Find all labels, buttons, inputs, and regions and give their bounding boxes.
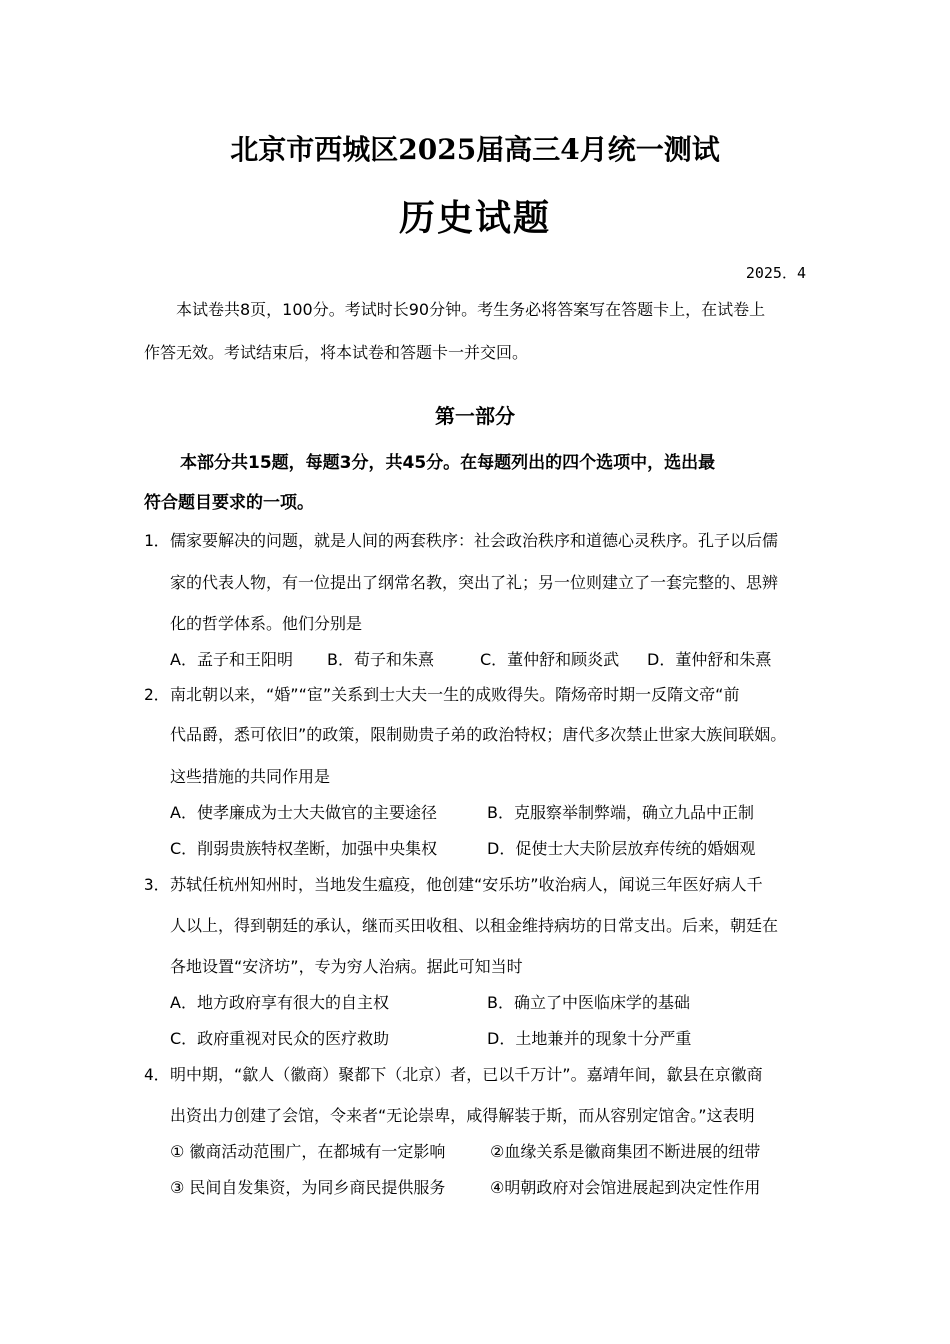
question-2-stem-line-2: 代品爵，悉可依旧”的政策，限制勋贵子弟的政治特权；唐代多次禁止世家大族间联姻。: [170, 725, 787, 744]
question-3-option-b: B．确立了中医临床学的基础: [487, 993, 690, 1012]
question-3-stem-line-1: 苏轼任杭州知州时，当地发生瘟疫，他创建“安乐坊”收治病人，闻说三年医好病人千: [170, 875, 763, 894]
question-1-option-c: C．董仲舒和顾炎武: [480, 650, 620, 669]
question-1-stem-line-3: 化的哲学体系。他们分别是: [170, 614, 363, 633]
question-4-stem-line-2: 出资出力创建了会馆，令来者“无论崇卑，咸得解装于斯，而从容别定馆舍。”这表明: [170, 1106, 755, 1125]
question-4-stem-line-1: 明中期，“歙人（徽商）聚都下（北京）者，已以千万计”。嘉靖年间，歙县在京徽商: [170, 1065, 763, 1084]
exam-title: 北京市西城区2025届高三4月统一测试: [230, 133, 720, 166]
question-3-stem-line-2: 人以上，得到朝廷的承认，继而买田收租、以租金维持病坊的日常支出。后来，朝廷在: [170, 916, 779, 935]
question-1-option-a: A．孟子和王阳明: [170, 650, 293, 669]
question-3-stem-line-3: 各地设置“安济坊”，专为穷人治病。据此可知当时: [170, 957, 523, 976]
question-4-statement-4: ④明朝政府对会馆进展起到决定性作用: [490, 1178, 761, 1197]
question-1-stem-line-1: 儒家要解决的问题，就是人间的两套秩序：社会政治秩序和道德心灵秩序。孔子以后儒: [170, 531, 779, 550]
question-1-number: 1．: [144, 531, 170, 550]
exam-date: 2025．4: [745, 264, 806, 282]
question-2-stem-line-1: 南北朝以来，“婚”“宦”关系到士大夫一生的成败得失。隋炀帝时期一反隋文帝“前: [170, 685, 740, 704]
exam-subject-title: 历史试题: [398, 197, 551, 239]
question-1-option-b: B．荀子和朱熹: [327, 650, 434, 669]
instructions-line-1: 本试卷共8页，100分。考试时长90分钟。考生务必将答案写在答题卡上，在试卷上: [176, 300, 766, 319]
question-2-option-a: A．使孝廉成为士大夫做官的主要途径: [170, 803, 437, 822]
question-1-stem-line-2: 家的代表人物，有一位提出了纲常名教，突出了礼；另一位则建立了一套完整的、思辨: [170, 573, 779, 592]
question-2-option-c: C．削弱贵族特权垄断，加强中央集权: [170, 839, 438, 858]
part-one-description-line-1: 本部分共15题，每题3分，共45分。在每题列出的四个选项中，选出最: [180, 453, 716, 473]
part-one-description-line-2: 符合题目要求的一项。: [144, 493, 314, 513]
question-1-option-d: D．董仲舒和朱熹: [647, 650, 772, 669]
part-one-title: 第一部分: [435, 404, 515, 428]
question-3-number: 3．: [144, 875, 170, 894]
instructions-line-2: 作答无效。考试结束后，将本试卷和答题卡一并交回。: [144, 343, 529, 362]
question-4-statement-2: ②血缘关系是徽商集团不断进展的纽带: [490, 1142, 761, 1161]
question-2-option-b: B．克服察举制弊端，确立九品中正制: [487, 803, 754, 822]
question-2-option-d: D．促使士大夫阶层放弃传统的婚姻观: [487, 839, 756, 858]
question-2-stem-line-3: 这些措施的共同作用是: [170, 767, 331, 786]
question-3-option-a: A．地方政府享有很大的自主权: [170, 993, 389, 1012]
question-4-statement-1: ① 徽商活动范围广，在都城有一定影响: [170, 1142, 446, 1161]
question-3-option-c: C．政府重视对民众的医疗救助: [170, 1029, 390, 1048]
question-3-option-d: D．土地兼并的现象十分严重: [487, 1029, 692, 1048]
question-4-number: 4．: [144, 1065, 170, 1084]
question-4-statement-3: ③ 民间自发集资，为同乡商民提供服务: [170, 1178, 446, 1197]
question-2-number: 2．: [144, 685, 170, 704]
